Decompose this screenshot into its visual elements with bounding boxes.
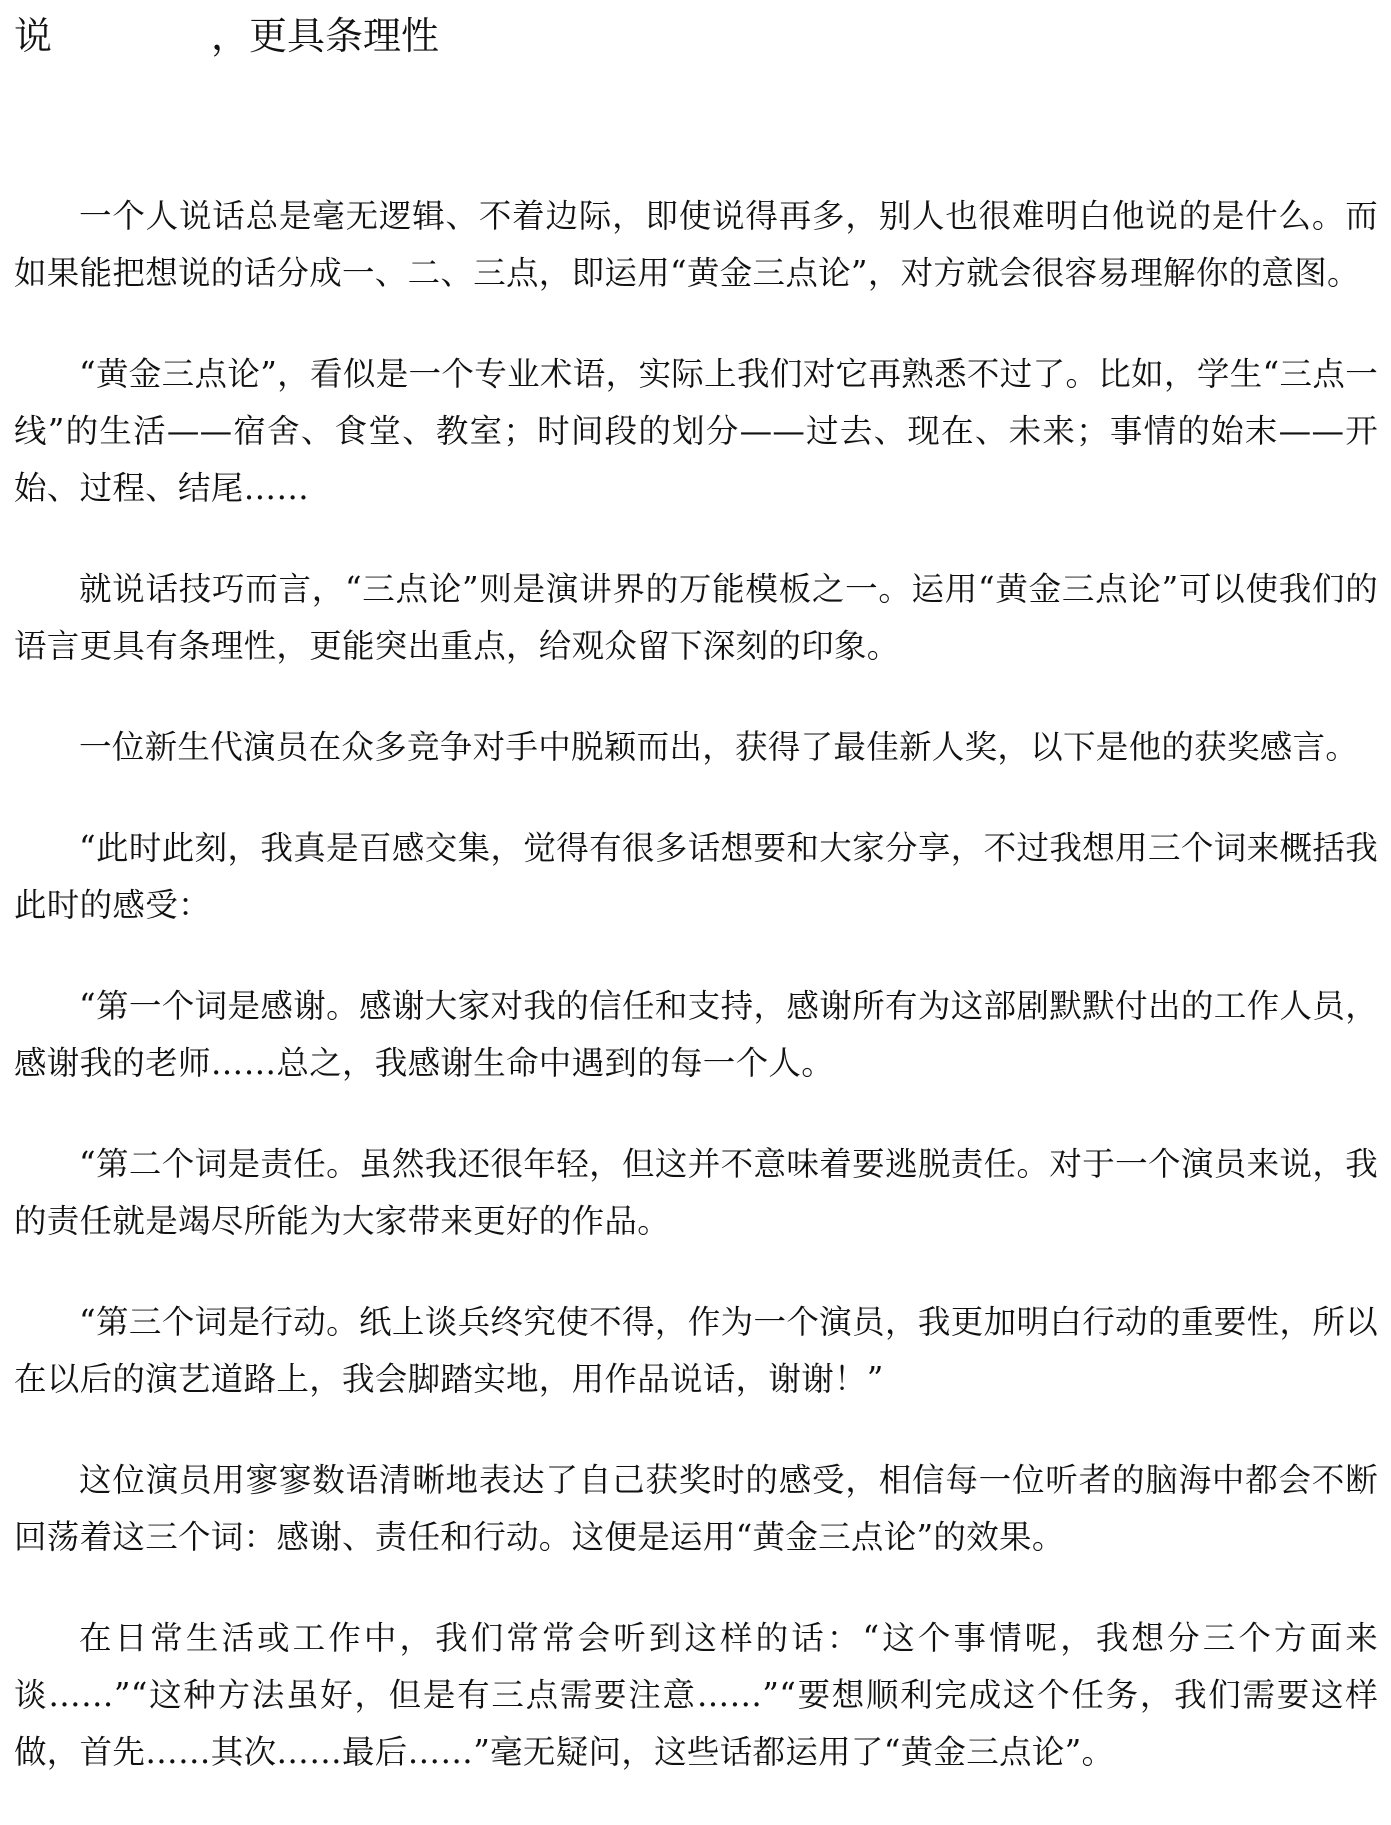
paragraph-8: “第三个词是行动。纸上谈兵终究使不得，作为一个演员，我更加明白行动的重要性，所以在以后的演艺道路上，我会脚踏实地，用作品说话，谢谢！” [14, 1303, 1378, 1398]
paragraph-10: 在日常生活或工作中，我们常常会听到这样的话：“这个事情呢，我想分三个方面来谈……”“这种方法虽好，但是有三点需要注意……”“要想顺利完成这个任务，我们需要这样做，首先……其次……最后……”毫无疑问，这些话都运用了“黄金三点论”。 [14, 1619, 1378, 1771]
paragraph-3: 就说话技巧而言，“三点论”则是演讲界的万能模板之一。运用“黄金三点论”可以使我们的语言更具有条理性，更能突出重点，给观众留下深刻的印象。 [14, 570, 1378, 665]
paragraph-9: 这位演员用寥寥数语清晰地表达了自己获奖时的感受，相信每一位听者的脑海中都会不断回荡着这三个词：感谢、责任和行动。这便是运用“黄金三点论”的效果。 [14, 1461, 1378, 1556]
paragraph-4: 一位新生代演员在众多竞争对手中脱颖而出，获得了最佳新人奖，以下是他的获奖感言。 [79, 728, 1359, 766]
paragraph-5: “此时此刻，我真是百感交集，觉得有很多话想要和大家分享，不过我想用三个词来概括我此时的感受： [14, 829, 1378, 924]
article-body [14, 188, 1378, 1825]
paragraph-7: “第二个词是责任。虽然我还很年轻，但这并不意味着要逃脱责任。对于一个演员来说，我的责任就是竭尽所能为大家带来更好的作品。 [14, 1145, 1378, 1240]
title-fragment-left: 说 [14, 14, 53, 58]
paragraph-2: “黄金三点论”，看似是一个专业术语，实际上我们对它再熟悉不过了。比如，学生“三点一线”的生活——宿舍、食堂、教室；时间段的划分——过去、现在、未来；事情的始末——开始、过程、结尾…… [14, 355, 1378, 507]
page-title [14, 8, 1378, 64]
title-fragment-right: ，更具条理性 [211, 14, 440, 58]
paragraph-1: 一个人说话总是毫无逻辑、不着边际，即使说得再多，别人也很难明白他说的是什么。而如果能把想说的话分成一、二、三点，即运用“黄金三点论”，对方就会很容易理解你的意图。 [14, 197, 1378, 292]
paragraph-6: “第一个词是感谢。感谢大家对我的信任和支持，感谢所有为这部剧默默付出的工作人员，感谢我的老师……总之，我感谢生命中遇到的每一个人。 [14, 987, 1378, 1082]
